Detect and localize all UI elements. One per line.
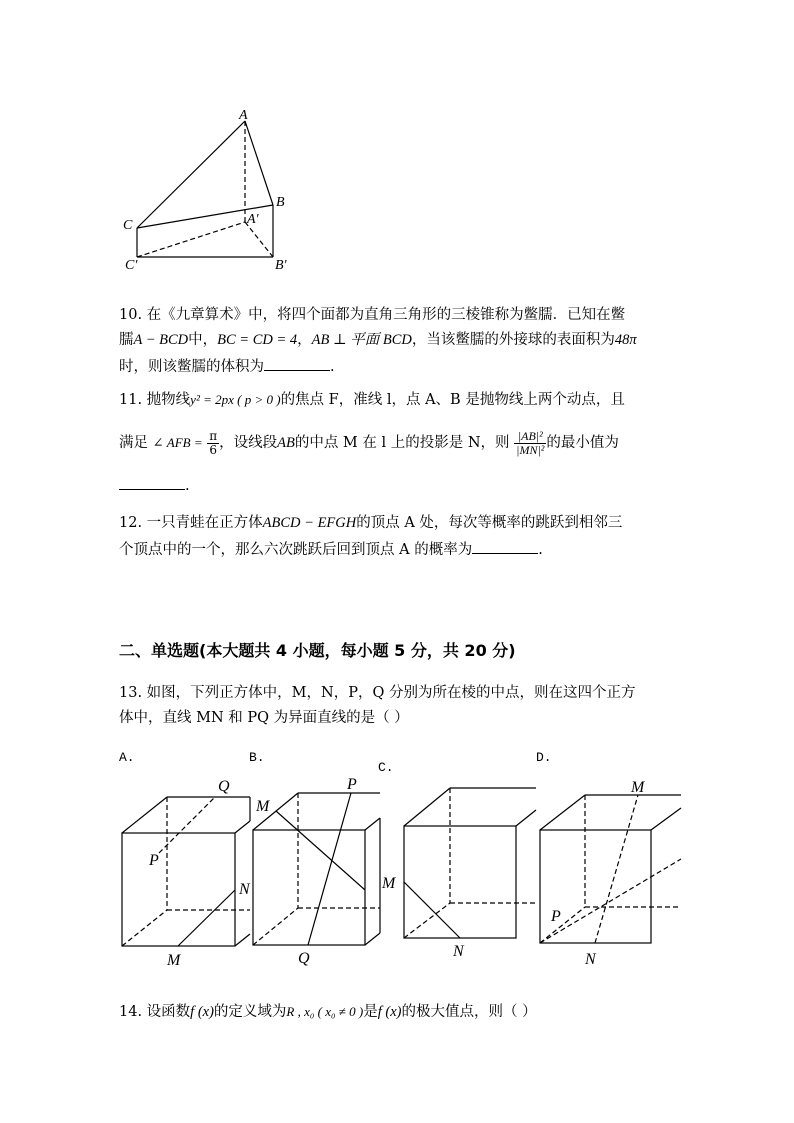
- label-M: M: [256, 798, 270, 815]
- cube-figure-A: [115, 775, 255, 970]
- label-P: P: [347, 776, 357, 793]
- label-P: P: [149, 852, 159, 869]
- answer-blank: [119, 474, 185, 490]
- cube-figure-C: [378, 775, 543, 970]
- frac-ab-mn: $\frac{\text{|AB|²}}{\text{|MN|²}}$: [516, 428, 545, 457]
- label-C: C: [123, 218, 133, 233]
- q11-line3: .: [119, 474, 190, 496]
- q14-line: 14. 设函数f (x)的定义域为R , x₀ ( x₀ ≠ 0 )是f (x)的极大值点，则（ ）: [119, 1004, 537, 1020]
- q10-line2: 臑A − BCD中，BC = CD = 4，AB ⊥ 平面 BCD，当该鳖臑的外接球的表面积为48π: [119, 332, 637, 348]
- label-N: N: [453, 943, 464, 960]
- label-A-prime: A′: [247, 212, 259, 227]
- label-M: M: [382, 875, 396, 892]
- q12-line1: 12. 一只青蛙在正方体ABCD − EFGH的顶点 A 处，每次等概率的跳跃到相邻三: [119, 515, 623, 531]
- q13-line1: 13. 如图，下列正方体中，M，N，P，Q 分别为所在棱的中点，则在这四个正方: [119, 685, 636, 701]
- cube-figure-B: [248, 775, 388, 970]
- answer-blank: [264, 355, 330, 371]
- q10-line1: 10. 在《九章算术》中，将四个面都为直角三角形的三棱锥称为鳖臑．已知在鳖: [119, 307, 626, 323]
- q12-line2: 个顶点中的一个，那么六次跳跃后回到顶点 A 的概率为 .: [119, 538, 543, 560]
- label-M: M: [631, 779, 645, 796]
- label-C-prime: C′: [125, 258, 138, 273]
- label-N: N: [585, 951, 596, 968]
- label-B: B: [276, 195, 285, 210]
- option-label-A[interactable]: A.: [119, 750, 135, 765]
- section-heading: 二、单选题(本大题共 4 小题，每小题 5 分，共 20 分): [119, 641, 516, 660]
- q13-line2: 体中，直线 MN 和 PQ 为异面直线的是（ ）: [119, 710, 409, 726]
- label-M: M: [167, 952, 181, 969]
- option-label-B[interactable]: B.: [249, 750, 265, 765]
- cube-figure-D: [535, 775, 685, 970]
- pyramid-figure: [115, 105, 305, 275]
- q10-line3: 时，则该鳖臑的体积为 .: [119, 355, 335, 377]
- answer-blank: [472, 538, 538, 554]
- option-label-D[interactable]: D.: [536, 750, 552, 765]
- label-B-prime: B′: [275, 258, 287, 273]
- label-A: A: [239, 108, 248, 123]
- option-label-C[interactable]: C.: [378, 760, 394, 775]
- label-Q: Q: [218, 778, 230, 795]
- label-N: N: [239, 881, 250, 898]
- label-P: P: [551, 908, 561, 925]
- frac-pi-over-6: $\frac{\pi}{6}$: [209, 428, 218, 457]
- label-Q: Q: [298, 950, 310, 967]
- q11-line2: 满足 ∠ AFB = $\frac{\pi}{6}$ ，设线段AB的中点 M 在 l 上的投影是 N，则 $\frac{\text{|AB|²}}{\text{|MN|²}}$ 的最小值为: [119, 428, 619, 457]
- q11-line1: 11. 抛物线y² = 2px ( p > 0 )的焦点 F，准线 l，点 A、B 是抛物线上两个动点，且: [119, 392, 625, 408]
